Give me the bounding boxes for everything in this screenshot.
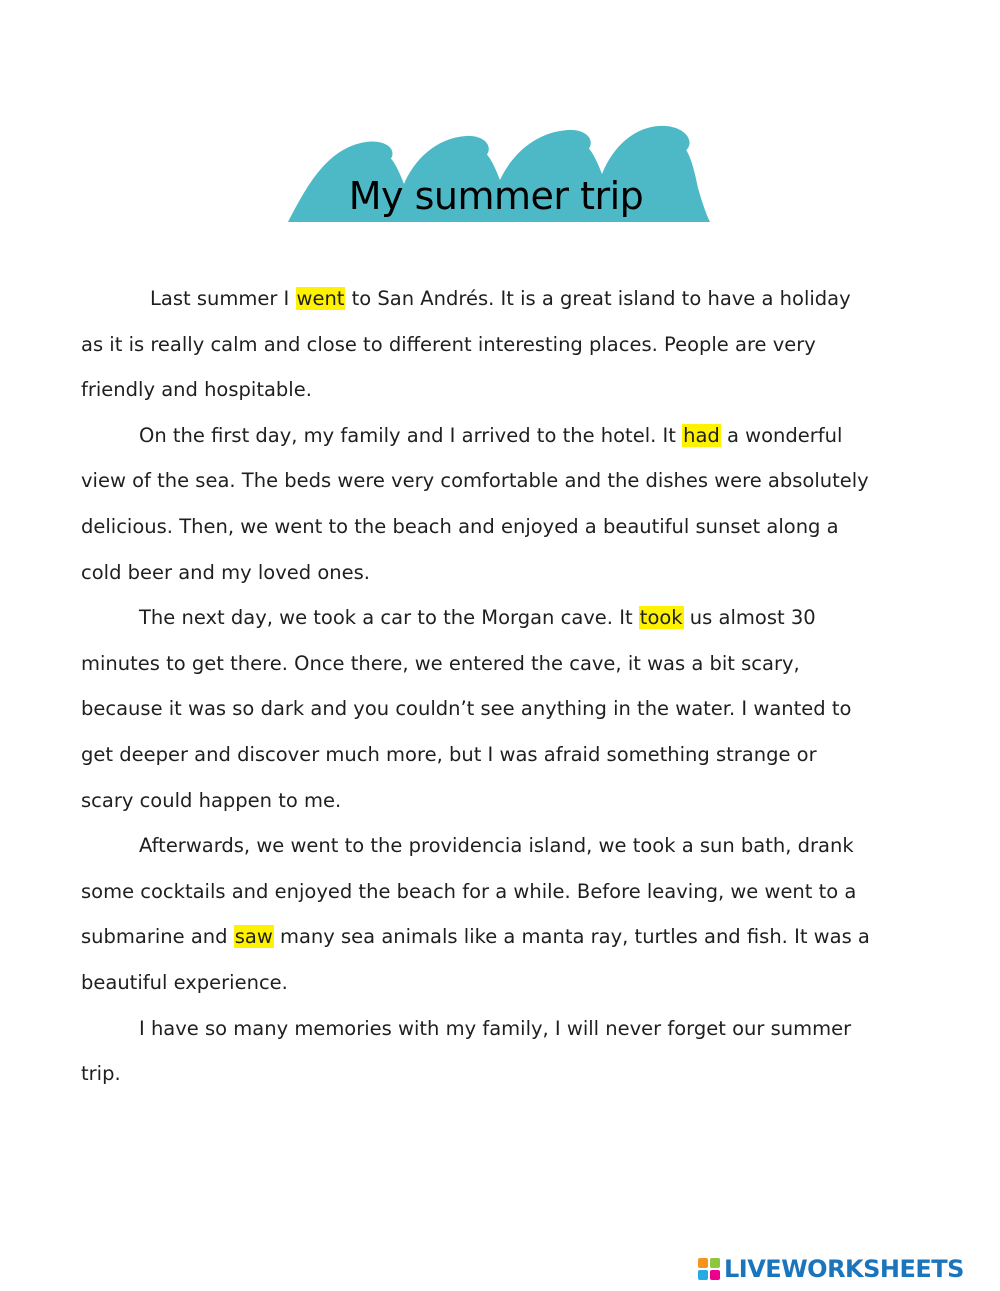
- highlighted-verb: took: [639, 606, 683, 630]
- paragraph: [81, 276, 871, 413]
- text-line: [81, 641, 871, 687]
- text-line: [81, 1051, 871, 1097]
- paragraph: [81, 595, 871, 823]
- footer-brand[interactable]: [698, 1252, 964, 1286]
- text-segment: friendly and hospitable.: [81, 378, 312, 402]
- text-segment: view of the sea. The beds were very comfortable and the dishes were absolutely: [81, 469, 869, 493]
- text-segment: The next day, we took a car to the Morgan cave. It: [139, 606, 639, 630]
- text-line: [81, 276, 871, 322]
- text-segment: us almost 30: [683, 606, 816, 630]
- text-segment: as it is really calm and close to different interesting places. People are very: [81, 332, 816, 356]
- text-line: [81, 732, 871, 778]
- text-segment: beautiful experience.: [81, 970, 288, 994]
- text-segment: many sea animals like a manta ray, turtles and fish. It was a: [273, 925, 870, 949]
- text-segment: Afterwards, we went to the providencia island, we took a sun bath, drank: [139, 834, 854, 858]
- text-line: [81, 869, 871, 915]
- text-line: [81, 550, 871, 596]
- paragraph: [81, 413, 871, 595]
- text-line: [81, 504, 871, 550]
- text-segment: On the first day, my family and I arrived to the hotel. It: [139, 423, 683, 447]
- text-segment: trip.: [81, 1062, 121, 1086]
- text-line: [81, 413, 871, 459]
- text-segment: some cocktails and enjoyed the beach for a while. Before leaving, we went to a: [81, 879, 857, 903]
- text-line: [81, 960, 871, 1006]
- text-line: [81, 914, 871, 960]
- text-line: [81, 778, 871, 824]
- text-line: [81, 367, 871, 413]
- title-banner: [286, 118, 716, 228]
- brand-name: LIVEWORKSHEETS: [724, 1255, 964, 1283]
- text-segment: cold beer and my loved ones.: [81, 560, 370, 584]
- page-title: My summer trip: [348, 174, 644, 218]
- paragraph: [81, 823, 871, 1005]
- text-segment: get deeper and discover much more, but I was afraid something strange or: [81, 742, 817, 766]
- text-segment: minutes to get there. Once there, we entered the cave, it was a bit scary,: [81, 651, 800, 675]
- text-line: [81, 458, 871, 504]
- paragraph: [81, 1006, 871, 1097]
- story-text: [81, 276, 871, 1097]
- text-segment: a wonderful: [720, 423, 843, 447]
- text-segment: Last summer I: [150, 287, 296, 310]
- text-line: [81, 1006, 871, 1052]
- text-line: [81, 595, 871, 641]
- text-segment: submarine and: [81, 925, 234, 949]
- text-segment: to San Andrés. It is a great island to have a holiday: [345, 287, 851, 310]
- text-line: [81, 823, 871, 869]
- text-line: [81, 686, 871, 732]
- text-line: [81, 322, 871, 368]
- liveworksheets-logo-icon: [698, 1258, 720, 1280]
- highlighted-verb: saw: [234, 925, 273, 949]
- text-segment: because it was so dark and you couldn’t see anything in the water. I wanted to: [81, 697, 852, 721]
- text-segment: delicious. Then, we went to the beach and enjoyed a beautiful sunset along a: [81, 514, 839, 538]
- text-segment: I have so many memories with my family, I will never forget our summer: [139, 1016, 852, 1040]
- highlighted-verb: went: [296, 287, 345, 310]
- highlighted-verb: had: [683, 423, 720, 447]
- text-segment: scary could happen to me.: [81, 788, 342, 812]
